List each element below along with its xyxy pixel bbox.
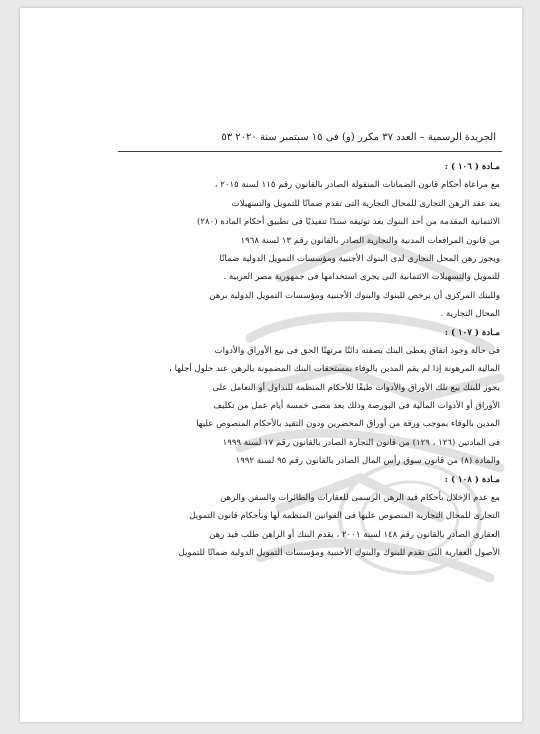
text-line: المالية المرهونة إذا لم يقم المدين بالوفاء بمستحقات البنك المضمونة بالرهن عند حلول أجلها ، bbox=[169, 364, 500, 375]
text-line: العقارى الصادر بالقانون رقم ١٤٨ لسنة ٢٠٠١ ، يقدم البنك أو الراهن طلب قيد رهن bbox=[209, 529, 500, 540]
article-heading: مـادة ( ١٠٦ ) : bbox=[444, 162, 500, 172]
header-rule bbox=[118, 151, 502, 152]
text-line: فى المادتين (١٢٦ ، ١٢٩) من قانون التجارة الصادر بالقانون رقم ١٧ لسنة ١٩٩٩ bbox=[222, 437, 500, 448]
text-line: يجوز للبنك بيع تلك الأوراق والأدوات طبقًا للأحكام المنظمة للتداول أو التعامل على bbox=[212, 382, 500, 393]
text-line: الائتمانية المقدمة من أحد البنوك بعد توثيقه سندًا تنفيذيًا فى تطبيق أحكام المادة (٢٨٠) bbox=[197, 217, 500, 228]
text-line: من قانون المرافعات المدنية والتجارية الصادر بالقانون رقم ١٣ لسنة ١٩٦٨ bbox=[240, 235, 500, 246]
article-heading: مـادة ( ١٠٧ ) : bbox=[444, 327, 500, 338]
text-line: مع عدم الإخلال بأحكام قيد الرهن الرسمى للعقارات والطائرات والسفن والرهن bbox=[220, 493, 500, 504]
gazette-header: الجريدة الرسمية – العدد ٣٧ مكرر (و) فى ١٥ سبتمبر سنة ٢٠٢٠ ٥٣ bbox=[221, 132, 496, 143]
text-line: والمادة (٨) من قانون سوق رأس المال الصادر بالقانون رقم ٩٥ لسنة ١٩٩٢ bbox=[235, 456, 500, 467]
text-line: مع مراعاة أحكام قانون الضمانات المنقولة الصادر بالقانون رقم ١١٥ لسنة ٢٠١٥ ، bbox=[214, 180, 500, 191]
text-line: ويجوز رهن المحل التجارى لدى البنوك الأجنبية ومؤسسات التمويل الدولية ضمانًا bbox=[219, 253, 500, 264]
text-line: التجارى للمحال التجارية المنصوص عليها فى القوانين المنظمة لها وبأحكام قانون التمويل bbox=[189, 511, 500, 522]
text-line: للتمويل والتسهيلات الائتمانية التى يجرى استخدامها فى جمهورية مصر العربية . bbox=[223, 272, 500, 283]
text-line: المحال التجارية . bbox=[440, 309, 500, 320]
text-line: الأصول العقارية التى تقدم للبنوك والبنوك الأجنبية ومؤسسات التمويل الدولية ضمانًا للتمويل bbox=[178, 548, 500, 559]
page-content bbox=[20, 8, 522, 722]
text-line: وللبنك المركزى أن يرخص للبنوك والبنوك الأجنبية ومؤسسات التمويل الدولية برهن bbox=[209, 290, 500, 301]
article-heading: مـادة ( ١٠٨ ) : bbox=[444, 474, 500, 485]
text-line: يعد عقد الرهن التجارى للمحال التجارية التى تقدم ضمانًا للتمويل والتسهيلات bbox=[231, 198, 500, 209]
document-page bbox=[20, 8, 522, 722]
text-line: فى حالة وجود اتفاق يعطى البنك بصفته دائنًا مرتهنًا الحق فى بيع الأوراق والأدوات bbox=[214, 345, 500, 356]
text-line: المدين بالوفاء بموجب ورقة من أوراق المحضرين ودون التقيد بالأحكام المنصوص عليها bbox=[196, 419, 500, 430]
text-line: الأوراق أو الأدوات المالية فى البورصة وذلك بعد مضى خمسة أيام عمل من تكليف bbox=[213, 401, 500, 412]
body-text bbox=[115, 158, 500, 563]
